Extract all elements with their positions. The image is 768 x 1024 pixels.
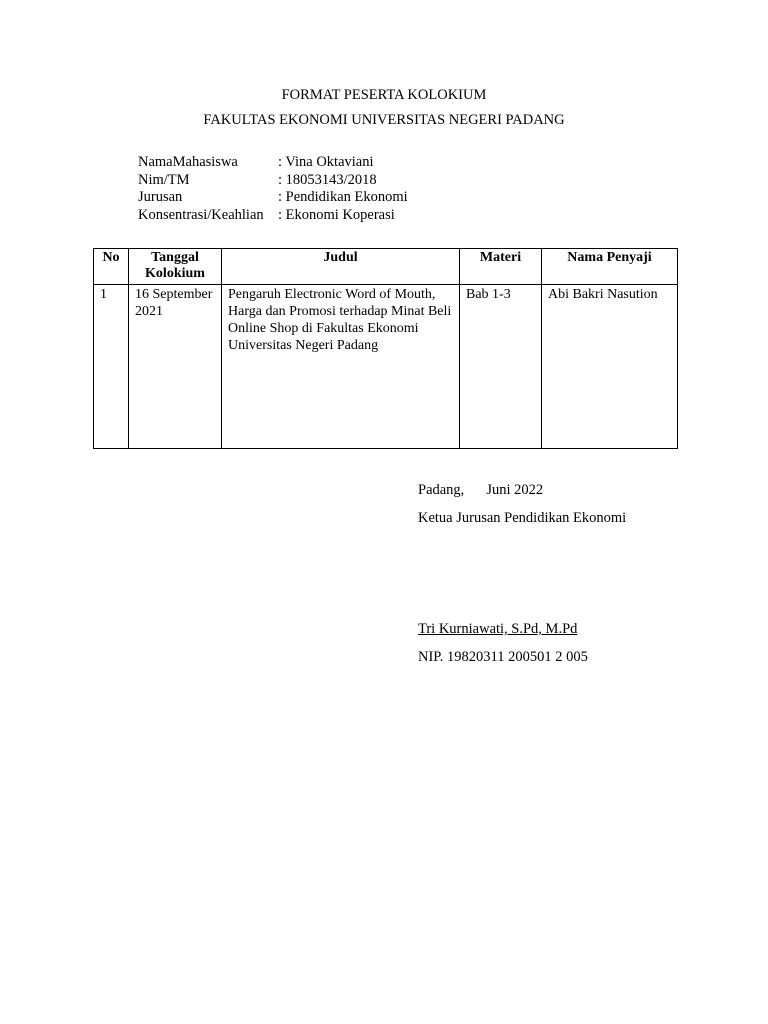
document-title: FORMAT PESERTA KOLOKIUM xyxy=(281,87,487,103)
info-label: Nim/TM xyxy=(138,171,190,188)
info-value: : 18053143/2018 xyxy=(278,171,377,188)
cell-penyaji: Abi Bakri Nasution xyxy=(542,285,678,449)
student-info xyxy=(138,154,408,224)
signature-name: Tri Kurniawati, S.Pd, M.Pd xyxy=(418,621,578,637)
info-row-nim xyxy=(138,172,408,190)
signature-date: Juni 2022 xyxy=(486,482,544,498)
cell-no: 1 xyxy=(94,285,129,449)
header-judul: Judul xyxy=(222,249,460,285)
info-value: : Pendidikan Ekonomi xyxy=(278,189,408,205)
signature-place: Padang, xyxy=(418,482,465,498)
colloquium-table xyxy=(93,248,678,449)
info-value: : Vina Oktaviani xyxy=(278,154,374,170)
signature-nip: NIP. 19820311 200501 2 005 xyxy=(418,649,588,665)
signature-place-date xyxy=(418,482,543,499)
cell-tanggal: 16 September 2021 xyxy=(129,285,222,449)
header-penyaji: Nama Penyaji xyxy=(542,249,678,285)
signature-position: Ketua Jurusan Pendidikan Ekonomi xyxy=(418,510,627,526)
info-label: NamaMahasiswa xyxy=(138,154,238,170)
header-tanggal: Tanggal Kolokium xyxy=(129,249,222,285)
info-row-name xyxy=(138,154,408,172)
info-row-jurusan xyxy=(138,189,408,207)
faculty-title: FAKULTAS EKONOMI UNIVERSITAS NEGERI PADANG xyxy=(203,112,565,128)
table-row xyxy=(94,285,678,449)
info-value: : Ekonomi Koperasi xyxy=(278,206,395,223)
table-header-row xyxy=(94,249,678,285)
info-label: Konsentrasi/Keahlian xyxy=(138,206,264,223)
header-no: No xyxy=(94,249,129,285)
header-materi: Materi xyxy=(460,249,542,285)
cell-judul: Pengaruh Electronic Word of Mouth, Harga dan Promosi terhadap Minat Beli Online Shop di Fakultas Ekonomi Universitas Negeri Padang xyxy=(222,285,460,449)
info-label: Jurusan xyxy=(138,189,183,205)
cell-materi: Bab 1-3 xyxy=(460,285,542,449)
info-row-konsentrasi xyxy=(138,207,408,225)
